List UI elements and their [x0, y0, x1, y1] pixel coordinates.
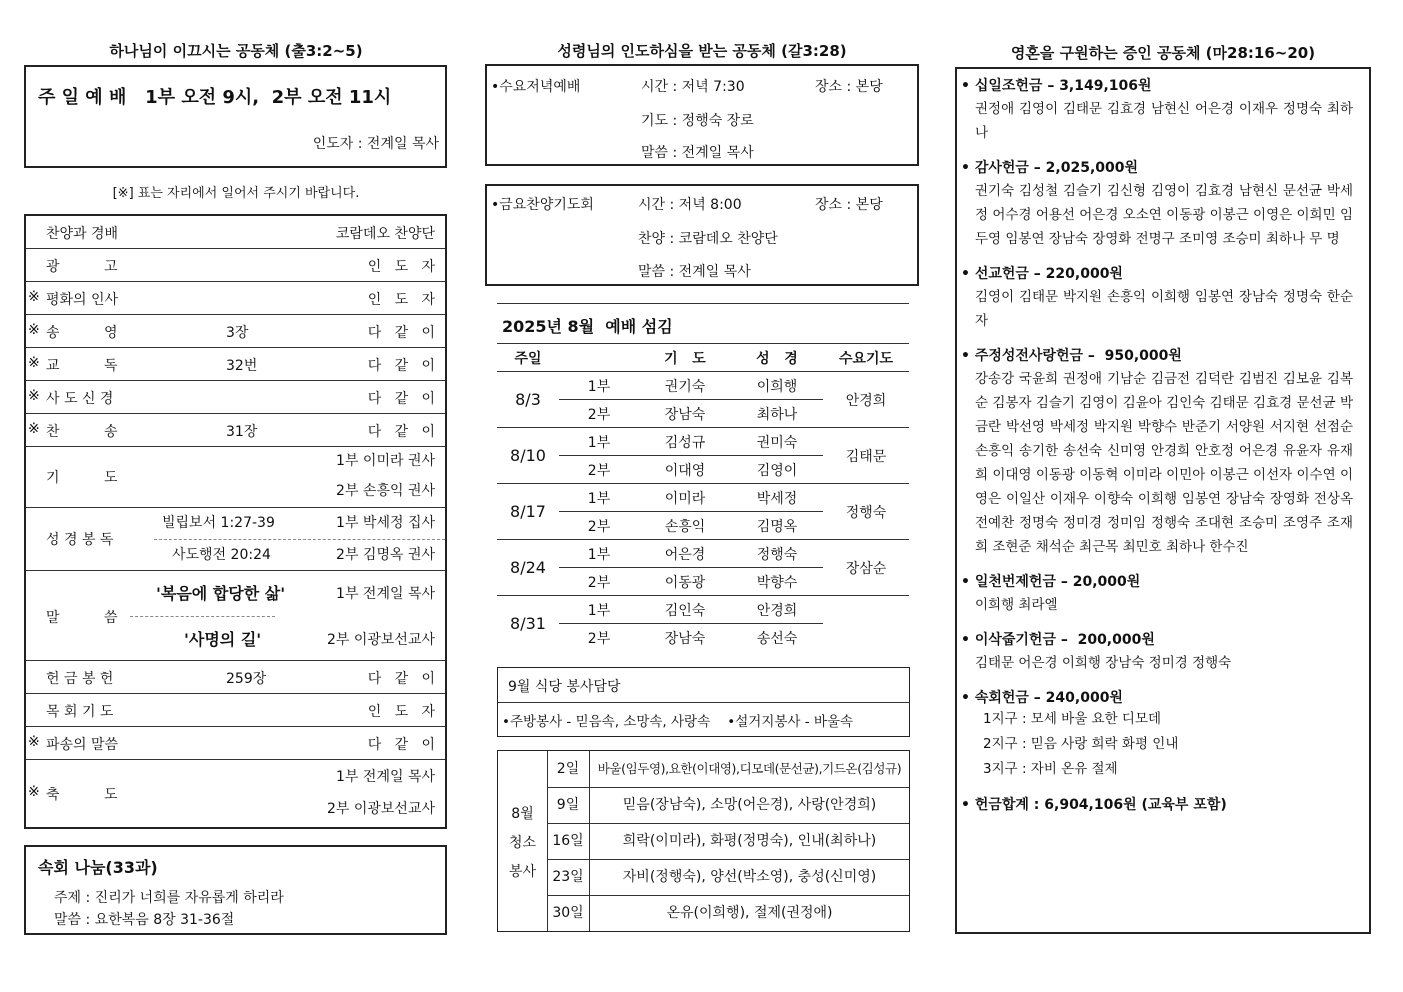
schedule-reader: 박향수 — [731, 568, 823, 596]
cleaning-text: 믿음(장남숙), 소망(어은경), 사랑(안경희) — [622, 797, 877, 813]
order-label: 찬 송 — [46, 423, 118, 440]
schedule-date: 8/17 — [497, 484, 559, 540]
offering-item — [961, 345, 1353, 559]
order-leader: 다 같 이 — [367, 736, 435, 753]
schedule-title: 2025년 8월 예배 섬김 — [502, 317, 673, 336]
wednesday-place: 장소 : 본당 — [815, 79, 883, 95]
schedule-header: 주일 — [514, 350, 542, 367]
schedule-prayer: 김인숙 — [639, 596, 731, 624]
offering-heading: • 속회헌금 – 240,000원 — [961, 690, 1123, 706]
cell-group-scripture: 말씀 : 요한복음 8장 31-36절 — [54, 912, 235, 928]
schedule-prayer: 손흥익 — [639, 512, 731, 540]
cleaning-day: 9일 — [547, 787, 590, 823]
offering-names: 이희행 최라엘 — [975, 597, 1058, 613]
schedule-part: 2부 — [559, 456, 639, 484]
friday-word: 말씀 : 전계일 목사 — [638, 264, 751, 280]
order-label: 교 독 — [46, 357, 118, 374]
sunday-service-box — [24, 65, 447, 168]
schedule-date: 8/3 — [497, 372, 559, 428]
wednesday-word: 말씀 : 전계일 목사 — [641, 145, 754, 161]
schedule-header-row — [497, 344, 909, 372]
cleaning-row — [547, 895, 909, 931]
schedule-part: 1부 — [559, 540, 639, 568]
wednesday-prayer: 기도 : 정행숙 장로 — [641, 113, 754, 129]
offering-names: 강송강 국윤희 권정애 기남순 김금전 김덕란 김범진 김보윤 김복순 김봉자 김슬기 김영이 김윤아 김인숙 김태문 김효경 문선균 박금란 박선영 박세정 박지원 박향수 반준기 서양원 서지현 선점순 손흥익 송기한 송선숙 신미영 안경희 안호정 어은경 유윤자 유재희 이대영 이동광 이동혁 이미라 이민아 이봉근 이선자 이수연 이영은 이일산 이재우 이향숙 이희행 임봉연 장남숙 장영화 전상옥 전예찬 정명숙 정미경 정미임 정행숙 조대현 조승미 조영주 조재희 조현준 채석순 최근목 최민호 최하나 한수진 — [975, 371, 1353, 555]
cleaning-text: 희락(이미라), 화평(정명숙), 인내(최하나) — [622, 833, 877, 849]
district-line: 2지구 : 믿음 사랑 희락 화평 인내 — [983, 736, 1179, 752]
offering-item — [961, 263, 1353, 333]
order-row — [26, 694, 445, 727]
sermon-row — [26, 571, 445, 661]
order-leader: 다 같 이 — [367, 423, 435, 440]
kitchen-divider — [498, 702, 909, 703]
offering-heading: • 십일조헌금 – 3,149,106원 — [961, 78, 1152, 94]
order-row — [26, 381, 445, 414]
reading-reader-1: 1부 박세정 집사 — [336, 515, 435, 531]
order-row — [26, 216, 445, 249]
order-leader: 다 같 이 — [367, 357, 435, 374]
schedule-row — [497, 540, 909, 568]
order-leader: 다 같 이 — [367, 670, 435, 687]
offering-names: 김영이 김태문 박지원 손흥익 이희행 임봉연 장남숙 정명숙 한순자 — [975, 289, 1353, 329]
order-mark: ※ — [28, 321, 40, 338]
order-hymn: 31장 — [226, 423, 258, 440]
order-mark: ※ — [28, 420, 40, 437]
order-leader: 인 도 자 — [367, 703, 435, 720]
schedule-header: 성 경 — [756, 350, 798, 367]
friday-service-box — [485, 184, 919, 286]
prayer-first: 1부 이미라 권사 — [336, 453, 435, 469]
schedule-reader: 안경희 — [731, 596, 823, 624]
schedule-prayer: 이미라 — [639, 484, 731, 512]
schedule-reader: 김명옥 — [731, 512, 823, 540]
order-hymn: 32번 — [226, 357, 258, 374]
order-label: 파송의 말씀 — [46, 736, 119, 753]
order-label: 찬양과 경배 — [46, 225, 119, 242]
reading-verse-2: 사도행전 20:24 — [172, 547, 271, 563]
wednesday-service-box — [485, 64, 919, 166]
schedule-prayer: 이대영 — [639, 456, 731, 484]
cell-group-box — [24, 845, 447, 935]
blessing-second: 2부 이광보선교사 — [326, 801, 435, 817]
schedule-reader: 송선숙 — [756, 630, 798, 647]
order-row — [26, 348, 445, 381]
district-line: 3지구 : 자비 온유 절제 — [983, 761, 1118, 777]
cleaning-day: 30일 — [547, 895, 590, 931]
schedule-date: 8/31 — [510, 614, 546, 633]
order-leader: 인 도 자 — [367, 258, 435, 275]
reading-label: 성 경 봉 독 — [46, 532, 114, 548]
cleaning-label-b: 봉사 — [508, 864, 537, 880]
order-mark: ※ — [28, 354, 40, 371]
cleaning-table — [497, 750, 910, 932]
friday-time: 시간 : 저녁 8:00 — [638, 197, 742, 213]
offering-item — [961, 629, 1353, 675]
offering-heading: • 선교헌금 – 220,000원 — [961, 266, 1123, 282]
schedule-reader: 최하나 — [731, 400, 823, 428]
schedule-reader: 권미숙 — [731, 428, 823, 456]
order-row — [26, 249, 445, 282]
schedule-prayer: 장남숙 — [664, 630, 706, 647]
cell-group-theme: 주제 : 진리가 너희를 자유롭게 하리라 — [54, 890, 284, 906]
order-leader: 다 같 이 — [367, 324, 435, 341]
cleaning-day: 23일 — [547, 859, 590, 895]
offering-names: 김태문 어은경 이희행 장남숙 정미경 정행숙 — [975, 655, 1232, 671]
schedule-part: 2부 — [559, 568, 639, 596]
schedule-wednesday — [823, 596, 909, 652]
cleaning-row — [547, 751, 909, 788]
offering-item — [961, 571, 1353, 617]
schedule-prayer: 어은경 — [639, 540, 731, 568]
schedule-part: 1부 — [559, 372, 639, 400]
schedule-prayer: 이동광 — [639, 568, 731, 596]
offering-heading: • 일천번제헌금 – 20,000원 — [961, 574, 1141, 590]
schedule-date: 8/10 — [497, 428, 559, 484]
cleaning-day: 16일 — [547, 823, 590, 859]
schedule-row — [497, 484, 909, 512]
order-label: 평화의 인사 — [46, 291, 119, 308]
schedule-part: 2부 — [587, 630, 611, 647]
cleaning-row — [547, 859, 909, 896]
middle-column-title: 성령님의 인도하심을 받는 공동체 (갈3:28) — [557, 42, 847, 60]
order-label: 송 영 — [46, 324, 118, 341]
schedule-reader: 정행숙 — [731, 540, 823, 568]
sermon-speaker-2: 2부 이광보선교사 — [326, 632, 435, 648]
schedule-header — [559, 344, 639, 372]
schedule-reader: 박세정 — [731, 484, 823, 512]
schedule-reader: 이희행 — [731, 372, 823, 400]
schedule-table — [497, 343, 909, 651]
order-mark: ※ — [28, 288, 40, 305]
cleaning-text: 온유(이희행), 절제(권정애) — [666, 905, 833, 921]
order-mark: ※ — [28, 733, 40, 750]
cleaning-label-month: 8월 — [511, 806, 534, 822]
cleaning-row — [547, 787, 909, 824]
schedule-part: 2부 — [559, 512, 639, 540]
offering-names: 권기숙 김성철 김슬기 김신형 김영이 김효경 남현신 문선균 박세정 어수경 어용선 어은경 오소연 이동광 이봉근 이영은 이희민 임두영 임봉연 장남숙 장영화 전명구 조미영 조승미 최하나 무 명 — [975, 183, 1353, 247]
blessing-label: 축 도 — [46, 787, 118, 803]
order-label: 광 고 — [46, 258, 118, 275]
schedule-part: 1부 — [559, 428, 639, 456]
schedule-prayer: 장남숙 — [639, 400, 731, 428]
prayer-row — [26, 447, 445, 508]
schedule-reader: 김영이 — [731, 456, 823, 484]
schedule-top-rule — [497, 303, 909, 304]
order-label: 목 회 기 도 — [46, 703, 114, 720]
sunday-service-heading: 주 일 예 배 1부 오전 9시, 2부 오전 11시 — [38, 87, 392, 108]
schedule-wednesday: 정행숙 — [823, 484, 909, 540]
schedule-wednesday: 김태문 — [823, 428, 909, 484]
cell-group-title: 속회 나눔(33과) — [38, 858, 158, 877]
prayer-label: 기 도 — [46, 470, 118, 486]
district-line: 1지구 : 모세 바울 요한 디모데 — [983, 711, 1162, 727]
schedule-header: 수요기도 — [838, 350, 894, 367]
schedule-prayer: 김성규 — [639, 428, 731, 456]
offerings-box — [955, 67, 1371, 934]
order-row — [26, 315, 445, 348]
cleaning-label-cell — [498, 751, 548, 931]
schedule-row — [497, 428, 909, 456]
schedule-part: 1부 — [559, 484, 639, 512]
schedule-wednesday: 장삼순 — [823, 540, 909, 596]
order-label: 사 도 신 경 — [46, 390, 114, 407]
left-column-title: 하나님이 이끄시는 공동체 (출3:2~5) — [109, 42, 363, 60]
standing-note: [※] 표는 자리에서 일어서 주시기 바랍니다. — [112, 186, 360, 201]
kitchen-title: 9월 식당 봉사담당 — [508, 679, 621, 695]
blessing-first: 1부 전계일 목사 — [336, 769, 435, 785]
offering-heading: • 감사헌금 – 2,025,000원 — [961, 160, 1139, 176]
cleaning-day: 2일 — [547, 751, 590, 787]
reading-row — [26, 508, 445, 571]
order-label: 헌 금 봉 헌 — [46, 670, 114, 687]
schedule-part: 1부 — [559, 596, 639, 624]
kitchen-box — [497, 667, 910, 737]
order-row — [26, 282, 445, 315]
worship-order-table — [24, 214, 447, 829]
reading-verse-1: 빌립보서 1:27-39 — [162, 515, 275, 531]
cleaning-row — [547, 823, 909, 860]
offering-heading: • 이삭줍기헌금 – 200,000원 — [961, 632, 1155, 648]
offering-heading: • 주정성전사랑헌금 – 950,000원 — [961, 348, 1182, 364]
kitchen-line: •주방봉사 - 믿음속, 소망속, 사랑속 •설거지봉사 - 바울속 — [502, 714, 854, 730]
order-leader: 인 도 자 — [367, 291, 435, 308]
schedule-row — [497, 596, 909, 624]
friday-place: 장소 : 본당 — [815, 197, 883, 213]
schedule-wednesday: 안경희 — [823, 372, 909, 428]
offering-item — [961, 75, 1353, 145]
wednesday-time: 시간 : 저녁 7:30 — [641, 79, 745, 95]
blessing-mark: ※ — [28, 784, 40, 800]
cleaning-text: 자비(정행숙), 양선(박소영), 충성(신미영) — [622, 869, 877, 885]
sermon-title-1: '복음에 합당한 삶' — [156, 584, 286, 603]
order-row — [26, 414, 445, 447]
order-leader: 코람데오 찬양단 — [335, 225, 435, 242]
schedule-part: 2부 — [559, 400, 639, 428]
right-column-title: 영혼을 구원하는 증인 공동체 (마28:16~20) — [1010, 44, 1316, 62]
order-hymn: 3장 — [226, 324, 249, 341]
sermon-speaker-1: 1부 전계일 목사 — [336, 586, 435, 602]
sermon-title-2: '사명의 길' — [184, 630, 262, 649]
schedule-prayer: 권기숙 — [639, 372, 731, 400]
order-leader: 다 같 이 — [367, 390, 435, 407]
schedule-date: 8/24 — [497, 540, 559, 596]
order-row — [26, 727, 445, 760]
order-row — [26, 661, 445, 694]
blessing-row — [26, 760, 445, 828]
schedule-header: 기 도 — [664, 350, 706, 367]
offering-item — [961, 157, 1353, 251]
prayer-second: 2부 손흥익 권사 — [336, 483, 435, 499]
sermon-label: 말 씀 — [46, 610, 118, 626]
cleaning-text: 바울(임두영),요한(이대영),디모데(문선균),기드온(김성규) — [597, 761, 902, 776]
order-hymn: 259장 — [226, 670, 267, 687]
wednesday-title: •수요저녁예배 — [491, 79, 581, 95]
offering-total: • 헌금합계 : 6,904,106원 (교육부 포함) — [961, 797, 1227, 813]
reading-reader-2: 2부 김명옥 권사 — [336, 547, 435, 563]
sunday-service-leader: 인도자 : 전계일 목사 — [312, 136, 439, 152]
cleaning-label-a: 청소 — [508, 835, 537, 851]
reading-divider — [154, 539, 445, 540]
sermon-divider — [130, 616, 275, 617]
friday-praise: 찬양 : 코람데오 찬양단 — [638, 231, 778, 247]
offering-item — [961, 687, 1353, 782]
offering-names: 권정애 김영이 김태문 김효경 남현신 어은경 이재우 정명숙 최하나 — [975, 101, 1353, 141]
schedule-row — [497, 372, 909, 400]
friday-title: •금요찬양기도회 — [491, 197, 594, 213]
order-mark: ※ — [28, 387, 40, 404]
